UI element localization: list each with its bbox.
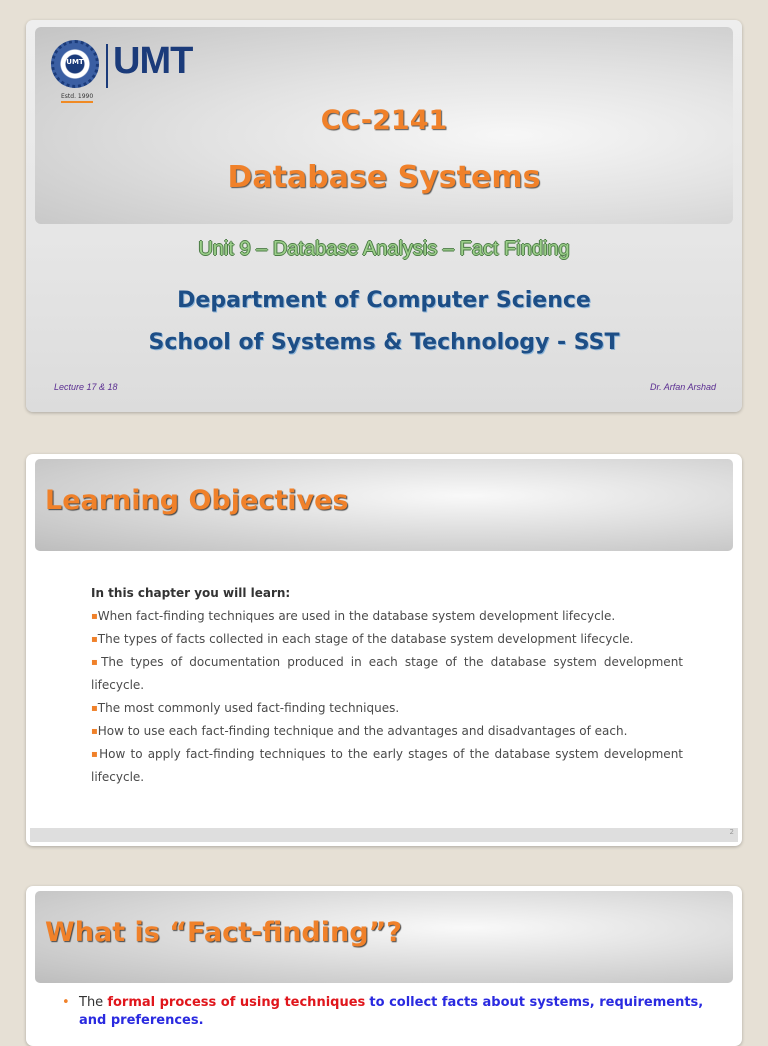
title-slide: [26, 20, 742, 412]
objective-text: How to use each fact-finding technique and the advantages and disadvantages of each.: [97, 724, 628, 738]
lecture-footer: Lecture 17 & 18: [54, 382, 118, 392]
objectives-slide: [26, 454, 742, 846]
author-footer: Dr. Arfan Arshad: [649, 382, 716, 392]
bullet-icon: ▪: [91, 611, 98, 622]
slide-heading: What is “Fact-finding”?: [45, 917, 402, 948]
definition-body: [62, 994, 722, 1030]
objective-text: The types of documentation produced in each stage of the database system development lifecycle.: [91, 655, 683, 692]
course-code: CC-2141: [320, 105, 448, 136]
school-name: School of Systems & Technology - SST: [148, 330, 620, 355]
slide-header: [35, 459, 733, 551]
fact-finding-slide: [26, 886, 742, 1046]
logo-text: UMT: [113, 40, 193, 82]
page-number: 2: [729, 828, 734, 836]
bullet-icon: ▪: [91, 657, 102, 668]
objective-text: When fact-finding techniques are used in the database system development lifecycle.: [97, 609, 616, 623]
umt-seal-icon: [51, 40, 99, 88]
logo-established: Estd. 1990: [61, 93, 93, 103]
slide-heading: Learning Objectives: [45, 485, 349, 516]
plain-text: The: [79, 995, 104, 1010]
bullet-icon: ▪: [91, 703, 98, 714]
list-item: [91, 720, 683, 743]
red-emphasis: formal process of using techniques: [107, 995, 366, 1010]
list-item: [91, 651, 683, 697]
slide-header: [35, 891, 733, 983]
bullet-icon: ▪: [91, 726, 98, 737]
bullet-icon: •: [62, 995, 70, 1010]
bullet-icon: ▪: [91, 749, 100, 760]
list-item: [91, 743, 683, 789]
list-item: [91, 697, 683, 720]
logo-divider: [106, 44, 108, 88]
slide-footer-strip: [30, 828, 738, 842]
objectives-intro: In this chapter you will learn:: [91, 586, 291, 600]
blue-emphasis: to collect facts about systems, requirements, and preferences.: [79, 995, 704, 1028]
list-item: [91, 605, 683, 628]
objective-text: How to apply fact-finding techniques to the early stages of the database system development lifecycle.: [91, 747, 684, 784]
title-banner: [35, 27, 733, 224]
unit-title: Unit 9 – Database Analysis – Fact Finding: [198, 238, 570, 260]
umt-logo: [51, 40, 211, 110]
bullet-icon: ▪: [91, 634, 98, 645]
list-item: [91, 628, 683, 651]
objective-text: The types of facts collected in each stage of the database system development lifecycle.: [97, 632, 634, 646]
department-name: Department of Computer Science: [177, 288, 591, 313]
objective-text: The most commonly used fact-finding techniques.: [97, 701, 400, 715]
course-title: Database Systems: [227, 160, 541, 195]
seal-text: UMT: [66, 58, 84, 66]
definition-text: [62, 994, 722, 1030]
objectives-body: [91, 582, 683, 789]
